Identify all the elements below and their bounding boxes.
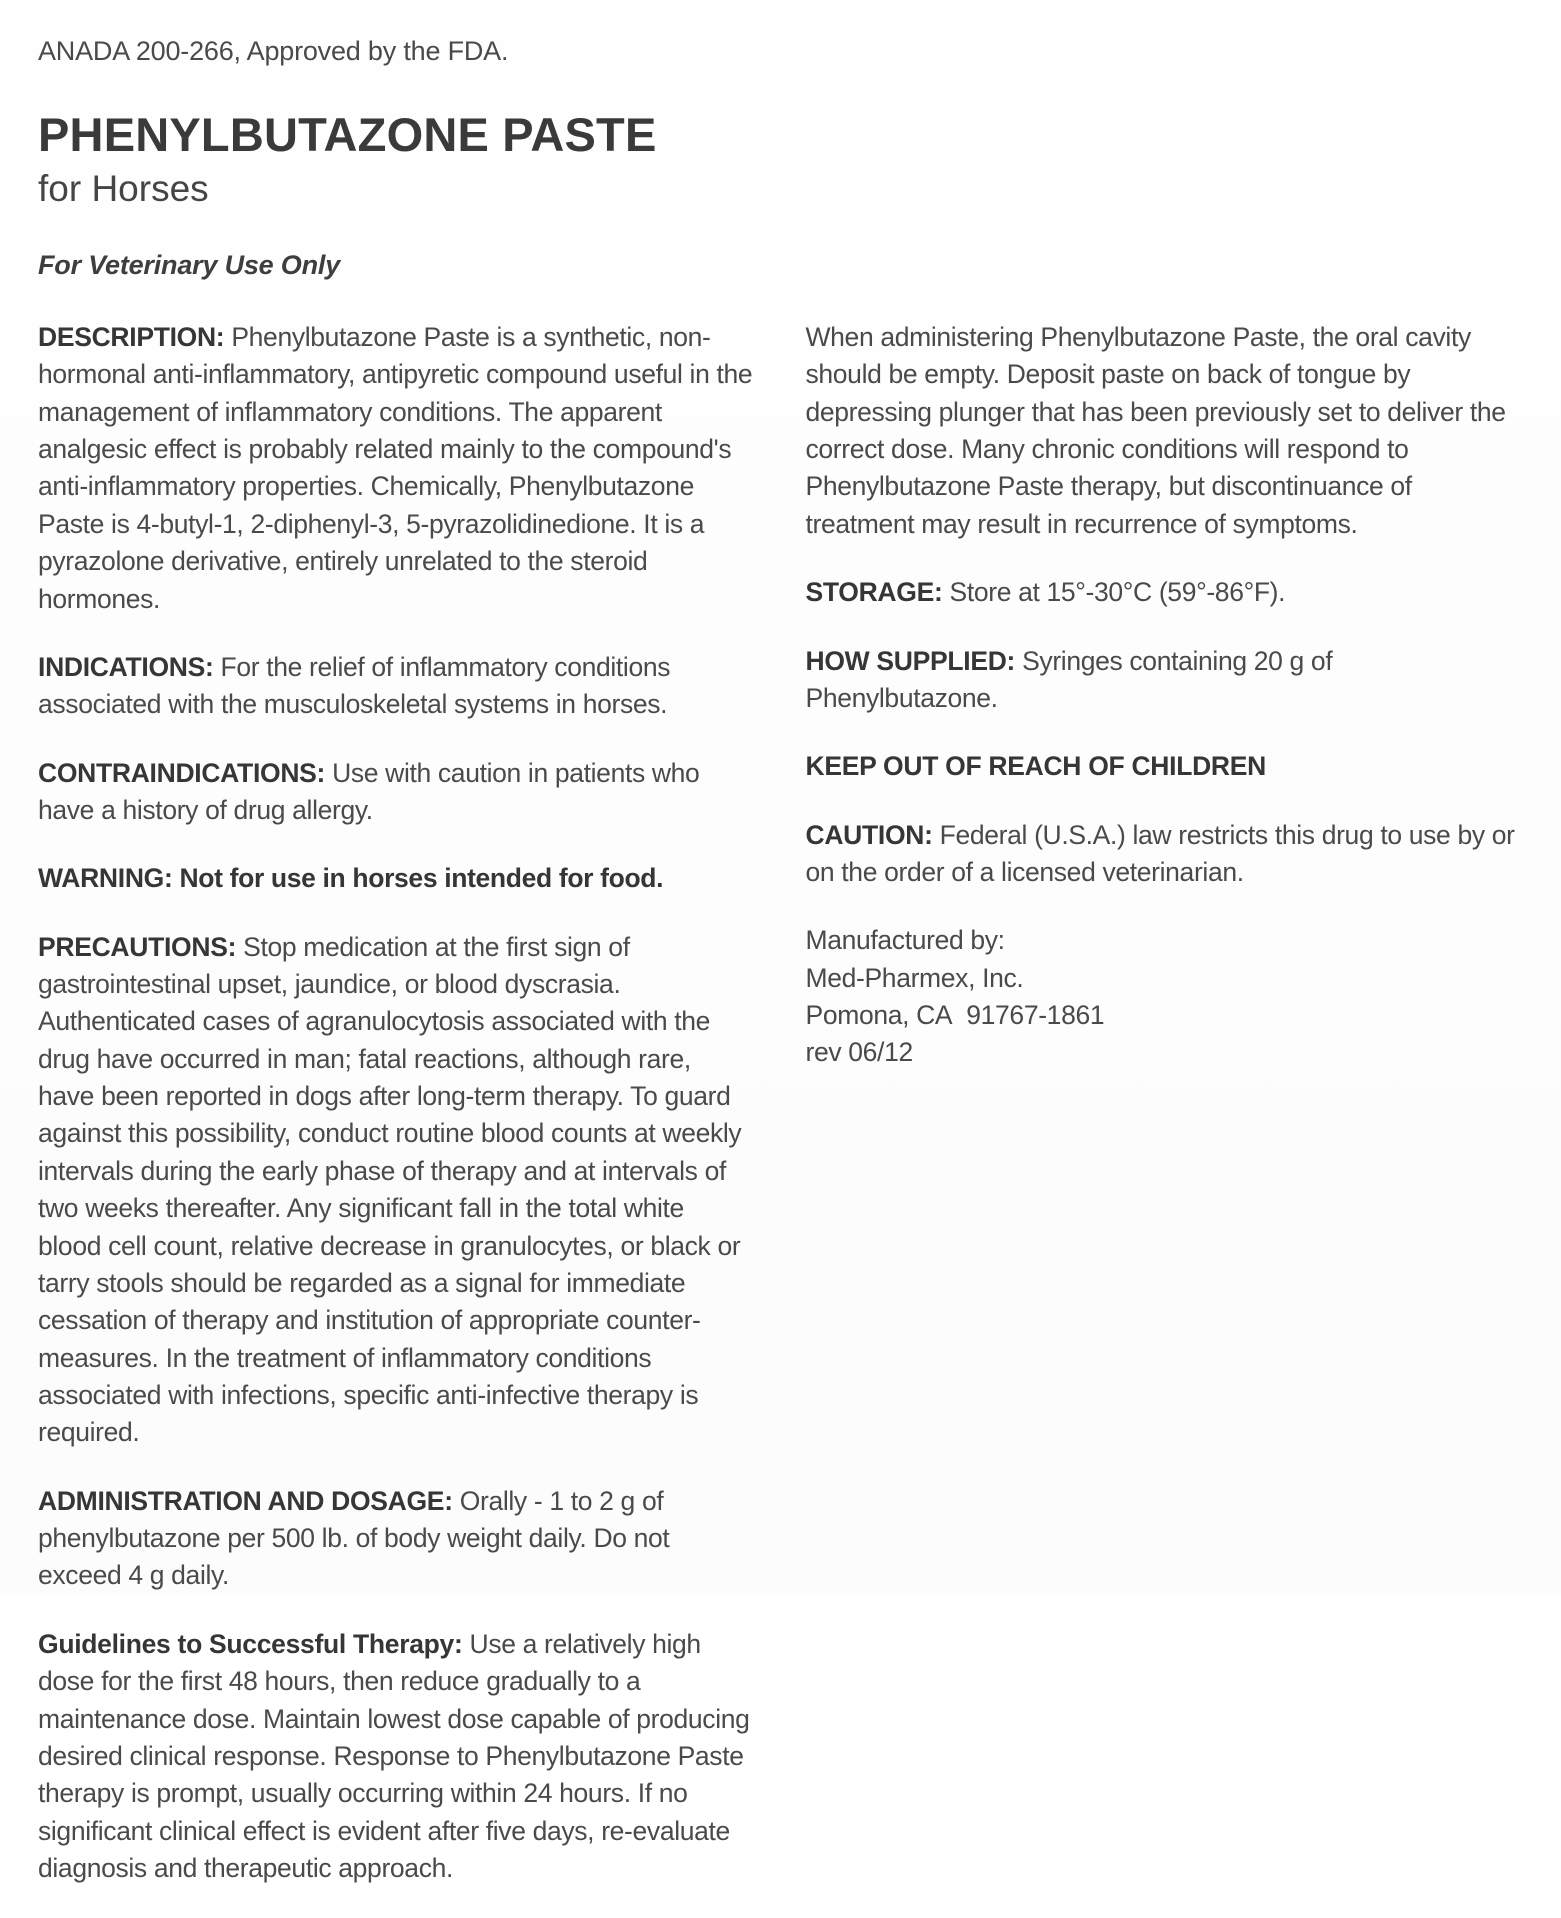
left-column xyxy=(38,319,754,1918)
section-precautions-label: PRECAUTIONS: xyxy=(38,931,237,962)
section-administering-instructions xyxy=(806,319,1522,543)
section-administration-dosage-label: ADMINISTRATION AND DOSAGE: xyxy=(38,1485,453,1516)
section-administering-instructions-text: When administering Phenylbutazone Paste, the oral cavity should be empty. Deposit paste on back of tongue by depressing plunger that has been previously set to deliver the correct dose. Many chronic conditions will respond to Phenylbutazone Paste therapy, but discontinuance of treatment may result in recurrence of symptoms. xyxy=(805,322,1506,539)
section-storage-label: STORAGE: xyxy=(805,577,943,608)
section-storage xyxy=(806,574,1522,611)
section-description-label: DESCRIPTION: xyxy=(38,322,225,352)
section-description-text: Phenylbutazone Paste is a synthetic, non-hormonal anti-inflammatory, antipyretic compound useful in the management of inflammatory conditions. The apparent analgesic effect is probably related mainly to the compound's anti-inflammatory properties. Chemically, Phenylbutazone Paste is 4-butyl-1, 2-diphenyl-3, 5-pyrazolidinedione. It is a pyrazolone derivative, entirely unrelated to the steroid hormones. xyxy=(38,322,753,614)
manufacturer-block xyxy=(806,922,1522,1071)
veterinary-use-notice: For Veterinary Use Only xyxy=(38,250,341,280)
section-precautions-text: Stop medication at the first sign of gastrointestinal upset, jaundice, or blood dyscrasia. Authenticated cases of agranulocytosis associated with the drug have occurred in man; fatal reactions, although rare, have been reported in dogs after long-term therapy. To guard against this possibility, conduct routine blood counts at weekly intervals during the early phase of therapy and at intervals of two weeks thereafter. Any significant fall in the total white blood cell count, relative decrease in granulocytes, or black or tarry stools should be regarded as a signal for immediate cessation of therapy and institution of appropriate counter-measures. In the treatment of inflammatory conditions associated with infections, specific anti-infective therapy is required. xyxy=(38,931,742,1448)
page-title: PHENYLBUTAZONE PASTE xyxy=(38,108,657,161)
section-caution-text: Federal (U.S.A.) law restricts this drug to use by or on the order of a licensed veterinarian. xyxy=(805,819,1515,887)
approval-line: ANADA 200-266, Approved by the FDA. xyxy=(38,36,509,66)
section-administration-dosage xyxy=(38,1483,754,1595)
section-caution-label: CAUTION: xyxy=(805,819,933,850)
section-warning xyxy=(38,860,754,897)
section-guidelines-label: Guidelines to Successful Therapy: xyxy=(38,1628,463,1659)
manufacturer-name: Med-Pharmex, Inc. xyxy=(805,962,1024,993)
revision-line: rev 06/12 xyxy=(805,1037,913,1068)
section-guidelines xyxy=(38,1626,754,1888)
section-keep-out-of-reach-label: KEEP OUT OF REACH OF CHILDREN xyxy=(805,751,1266,782)
manufacturer-address: Pomona, CA 91767-1861 xyxy=(805,1000,1105,1031)
section-caution xyxy=(806,817,1522,892)
section-contraindications-text: Use with caution in patients who have a history of drug allergy. xyxy=(38,757,700,825)
section-contraindications xyxy=(38,755,754,830)
section-how-supplied-text: Syringes containing 20 g of Phenylbutazone. xyxy=(805,645,1333,713)
section-how-supplied xyxy=(806,643,1522,718)
section-contraindications-label: CONTRAINDICATIONS: xyxy=(38,757,326,788)
section-warning-text: Not for use in horses intended for food. xyxy=(179,863,664,894)
section-keep-out-of-reach xyxy=(806,748,1522,785)
document-header xyxy=(38,36,1521,281)
manufactured-by-line: Manufactured by: xyxy=(805,925,1005,956)
section-precautions xyxy=(38,929,754,1452)
section-guidelines-text: Use a relatively high dose for the first 48 hours, then reduce gradually to a maintenance dose. Maintain lowest dose capable of producing desired clinical response. Response to Phenylbutazone Paste therapy is prompt, usually occurring within 24 hours. If no significant clinical effect is evident after five days, re-evaluate diagnosis and therapeutic approach. xyxy=(38,1628,750,1883)
two-column-body xyxy=(38,319,1521,1918)
page-subtitle: for Horses xyxy=(38,168,209,209)
section-indications-label: INDICATIONS: xyxy=(38,651,214,682)
section-indications-text: For the relief of inflammatory conditions associated with the musculoskeletal systems in horses. xyxy=(38,651,671,720)
right-column xyxy=(806,319,1522,1918)
section-how-supplied-label: HOW SUPPLIED: xyxy=(805,645,1016,676)
section-warning-label: WARNING: xyxy=(38,863,173,894)
section-storage-text: Store at 15°-30°C (59°-86°F). xyxy=(949,577,1286,608)
section-administration-dosage-text: Orally - 1 to 2 g of phenylbutazone per 500 lb. of body weight daily. Do not exceed 4 g daily. xyxy=(38,1485,670,1591)
section-indications xyxy=(38,649,754,724)
section-description xyxy=(38,319,754,618)
